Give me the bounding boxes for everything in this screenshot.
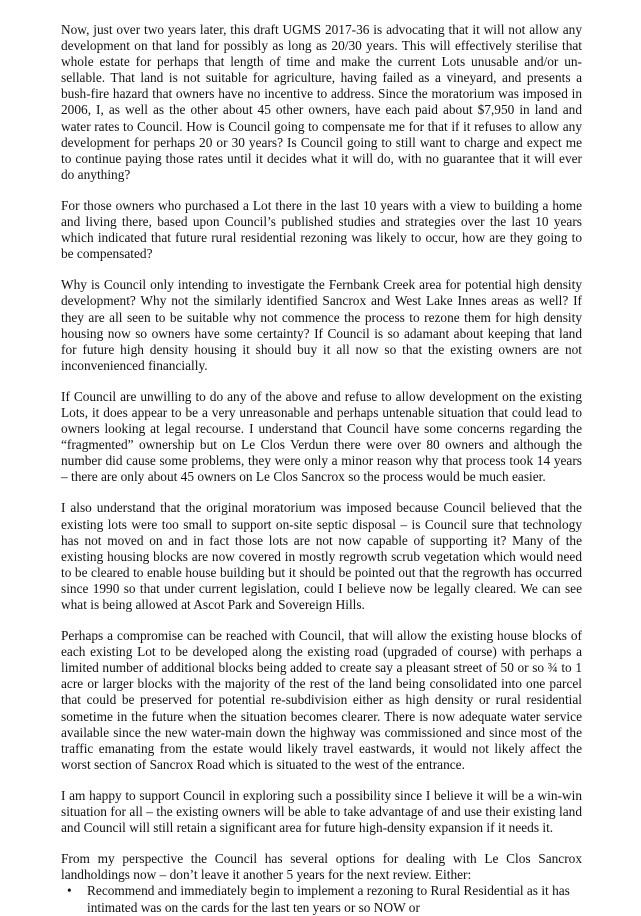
paragraph-fernbank-creek: Why is Council only intending to investigate the Fernbank Creek area for potential high density development? Why not the similarly identified Sancrox and West Lake Innes areas as well? If they are all seen to be suitable why not commence the process to rezone them for high density housing now so owners have some certainty? If Council is so adamant about keeping that land for future high density housing it should buy it all now so that the existing owners are not inconvenienced financially. <box>61 277 582 373</box>
document-page <box>61 22 582 916</box>
paragraph-draft-ugms-sterilise: Now, just over two years later, this draft UGMS 2017-36 is advocating that it will not allow any development on that land for possibly as long as 20/30 years. This will effectively sterilise that whole estate for perhaps that length of time and make the current Lots unusable and/or un-sellable. That land is not suitable for agriculture, having failed as a vineyard, and presents a bush-fire hazard that owners have no incentive to address. Since the moratorium was imposed in 2006, I, as well as the other about 45 other owners, have each paid about $7,950 in land and water rates to Council. How is Council going to compensate me for that if it refuses to allow any development for perhaps 20 or 30 years? Is Council going to still want to charge and expect me to continue paying those rates until it decides what it will do, with no guarantee that it will ever do anything? <box>61 22 582 182</box>
paragraph-septic-moratorium: I also understand that the original moratorium was imposed because Council believed that the existing lots were too small to support on-site septic disposal – is Council sure that technology has not moved on and in fact those lots are not now capable of supporting it? Many of the existing housing blocks are now covered in mostly regrowth scrub vegetation which would need to be cleared to enable house building but it should be pointed out that the regrowth has occurred since 1990 so that under current legislation, could I believe now be legally cleared. We can see what is being allowed at Ascot Park and Sovereign Hills. <box>61 500 582 612</box>
options-list <box>61 883 582 915</box>
paragraph-compromise: Perhaps a compromise can be reached with Council, that will allow the existing house blocks of each existing Lot to be developed along the existing road (upgraded of course) with perhaps a limited number of additional blocks being added to create say a pleasant street of 50 or so ¾ to 1 acre or larger blocks with the majority of the rest of the land being consolidated into one parcel that could be preserved for potential re-subdivision either as high density or rural residential sometime in the future when the situation becomes clearer. There is now adequate water service available since the new water-main down the highway was commissioned and since most of the traffic emanating from the estate would likely travel eastwards, it would not likely affect the worst section of Sancrox Road which is situated to the west of the entrance. <box>61 628 582 772</box>
paragraph-council-options: From my perspective the Council has several options for dealing with Le Clos Sancrox landholdings now – don’t leave it another 5 years for the next review. Either: <box>61 851 582 883</box>
paragraph-win-win: I am happy to support Council in exploring such a possibility since I believe it will be a win-win situation for all – the existing owners will be able to take advantage of and use their existing land and Council will still retain a significant area for future high-density expansion if it needs it. <box>61 787 582 836</box>
bullet-icon: • <box>67 883 72 899</box>
list-item <box>61 883 582 915</box>
paragraph-legal-recourse: If Council are unwilling to do any of the above and refuse to allow development on the existing Lots, it does appear to be a very unreasonable and perhaps untenable situation that could lead to owners looking at legal recourse. I understand that Council have some concerns regarding the “fragmented” ownership but on Le Clos Verdun there were over 80 owners and although the number did cause some problems, they were only a minor reason why that process took 14 years – there are only about 45 owners on Le Clos Sancrox so the process would be much easier. <box>61 388 582 485</box>
paragraph-owners-compensation: For those owners who purchased a Lot there in the last 10 years with a view to building a home and living there, based upon Council’s published studies and strategies over the last 10 years which indicated that future rural residential rezoning was likely to occur, how are they going to be compensated? <box>61 197 582 262</box>
list-item-text: Recommend and immediately begin to implement a rezoning to Rural Residential as it has intimated was on the cards for the last ten years or so NOW or <box>87 883 570 915</box>
